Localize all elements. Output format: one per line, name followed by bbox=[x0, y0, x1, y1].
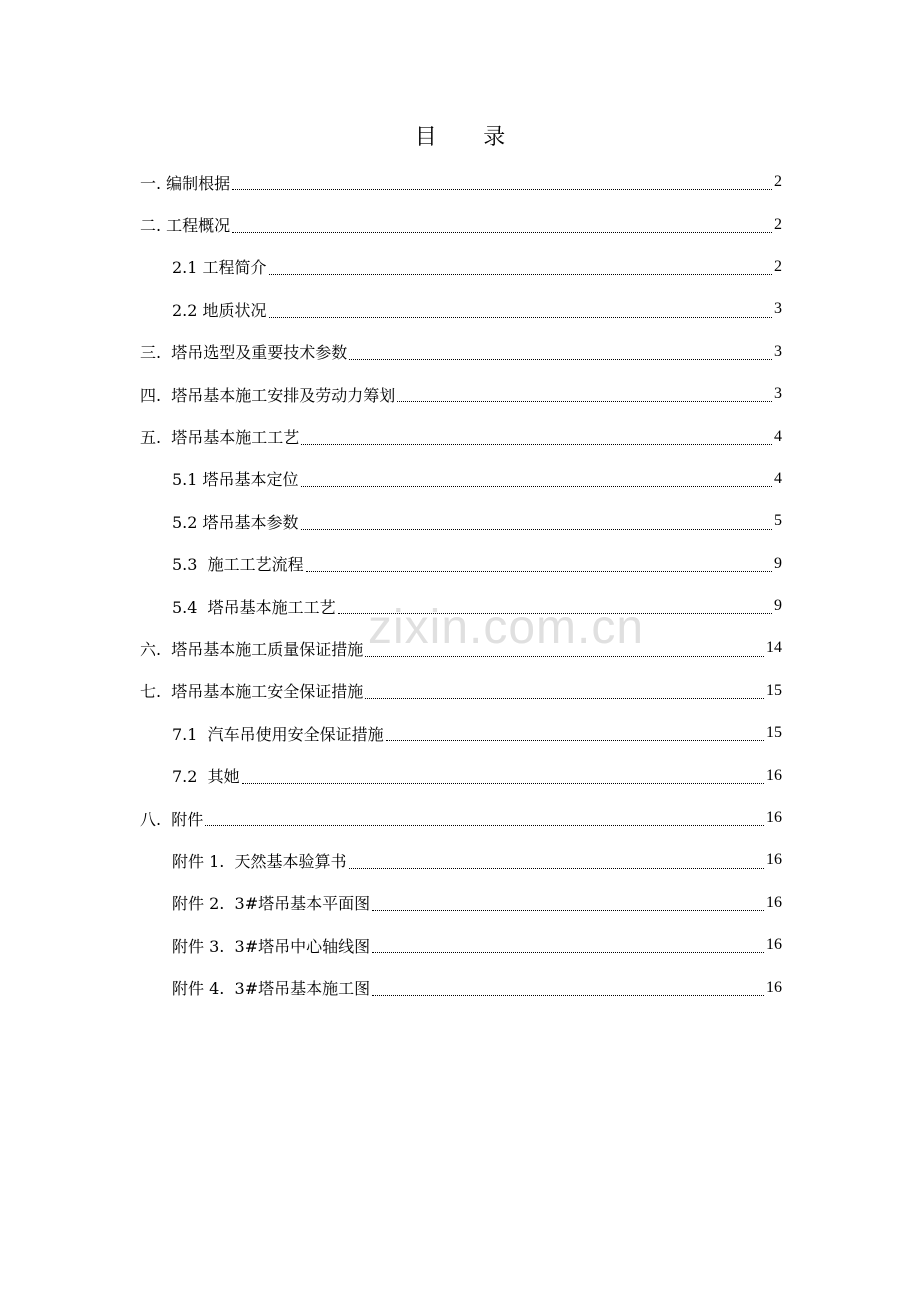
toc-entry-page-number: 15 bbox=[766, 724, 782, 742]
toc-entry[interactable] bbox=[140, 754, 782, 796]
toc-entry-page-number: 9 bbox=[774, 597, 782, 615]
toc-entry-label: 5.1 塔吊基本定位 bbox=[172, 470, 299, 490]
toc-entry[interactable] bbox=[140, 161, 782, 203]
toc-entry-label: 三. 塔吊选型及重要技术参数 bbox=[140, 343, 348, 363]
toc-entry-page-number: 2 bbox=[774, 215, 782, 233]
toc-entry[interactable] bbox=[140, 500, 782, 542]
toc-entry[interactable] bbox=[140, 288, 782, 330]
toc-entry-page-number: 16 bbox=[766, 893, 782, 911]
toc-dot-leader bbox=[269, 273, 772, 275]
toc-entry[interactable] bbox=[140, 543, 782, 585]
table-of-contents bbox=[140, 161, 782, 1009]
toc-entry-label: 5.2 塔吊基本参数 bbox=[172, 512, 299, 532]
toc-entry-label: 附件 4. 3#塔吊基本施工图 bbox=[172, 979, 371, 999]
toc-entry-label: 2.1 工程简介 bbox=[172, 258, 267, 278]
toc-entry-label: 7.1 汽车吊使用安全保证措施 bbox=[172, 724, 384, 744]
toc-entry[interactable] bbox=[140, 415, 782, 457]
toc-entry-page-number: 14 bbox=[766, 639, 782, 657]
toc-entry-page-number: 3 bbox=[774, 385, 782, 403]
toc-entry-label: 5.4 塔吊基本施工工艺 bbox=[172, 597, 336, 617]
toc-entry-page-number: 16 bbox=[766, 978, 782, 996]
toc-entry[interactable] bbox=[140, 670, 782, 712]
toc-dot-leader bbox=[386, 739, 764, 741]
toc-dot-leader bbox=[301, 485, 772, 487]
toc-dot-leader bbox=[242, 782, 764, 784]
toc-entry[interactable] bbox=[140, 203, 782, 245]
toc-entry-label: 附件 2. 3#塔吊基本平面图 bbox=[172, 894, 371, 914]
toc-dot-leader bbox=[301, 443, 772, 445]
toc-entry[interactable] bbox=[140, 966, 782, 1008]
toc-entry-label: 一. 编制根据 bbox=[140, 173, 231, 193]
toc-entry[interactable] bbox=[140, 246, 782, 288]
toc-entry[interactable] bbox=[140, 882, 782, 924]
toc-entry[interactable] bbox=[140, 373, 782, 415]
toc-dot-leader bbox=[397, 400, 772, 402]
toc-entry[interactable] bbox=[140, 924, 782, 966]
toc-entry[interactable] bbox=[140, 458, 782, 500]
toc-dot-leader bbox=[205, 824, 764, 826]
toc-dot-leader bbox=[306, 570, 772, 572]
toc-entry[interactable] bbox=[140, 839, 782, 881]
toc-dot-leader bbox=[372, 909, 764, 911]
toc-entry-page-number: 3 bbox=[774, 300, 782, 318]
toc-entry-label: 八. 附件 bbox=[140, 809, 204, 829]
toc-entry-page-number: 16 bbox=[766, 936, 782, 954]
toc-dot-leader bbox=[349, 867, 764, 869]
toc-entry-page-number: 15 bbox=[766, 681, 782, 699]
toc-entry-label: 五. 塔吊基本施工工艺 bbox=[140, 428, 300, 448]
toc-entry-label: 二. 工程概况 bbox=[140, 216, 231, 236]
toc-title: 目 录 bbox=[414, 125, 526, 150]
toc-entry[interactable] bbox=[140, 797, 782, 839]
toc-dot-leader bbox=[269, 316, 772, 318]
toc-entry-label: 七. 塔吊基本施工安全保证措施 bbox=[140, 682, 364, 702]
toc-entry-page-number: 16 bbox=[766, 851, 782, 869]
toc-entry-label: 附件 3. 3#塔吊中心轴线图 bbox=[172, 936, 371, 956]
watermark-text: zixin.com.cn bbox=[368, 601, 645, 654]
toc-entry-page-number: 16 bbox=[766, 809, 782, 827]
toc-entry-page-number: 16 bbox=[766, 766, 782, 784]
toc-entry-page-number: 4 bbox=[774, 427, 782, 445]
toc-entry-page-number: 2 bbox=[774, 257, 782, 275]
toc-dot-leader bbox=[232, 188, 772, 190]
toc-dot-leader bbox=[301, 528, 772, 530]
toc-entry[interactable] bbox=[140, 712, 782, 754]
toc-entry-label: 六. 塔吊基本施工质量保证措施 bbox=[140, 639, 364, 659]
toc-dot-leader bbox=[349, 358, 772, 360]
toc-dot-leader bbox=[365, 697, 764, 699]
toc-entry-page-number: 3 bbox=[774, 342, 782, 360]
toc-entry-label: 2.2 地质状况 bbox=[172, 300, 267, 320]
toc-dot-leader bbox=[372, 951, 764, 953]
toc-entry-page-number: 2 bbox=[774, 173, 782, 191]
toc-entry-page-number: 5 bbox=[774, 512, 782, 530]
toc-entry-label: 附件 1. 天然基本验算书 bbox=[172, 851, 347, 871]
toc-entry-page-number: 9 bbox=[774, 554, 782, 572]
toc-entry-label: 5.3 施工工艺流程 bbox=[172, 555, 304, 575]
toc-dot-leader bbox=[232, 231, 772, 233]
toc-entry[interactable] bbox=[140, 331, 782, 373]
toc-entry-page-number: 4 bbox=[774, 469, 782, 487]
toc-dot-leader bbox=[372, 994, 764, 996]
toc-entry-label: 7.2 其她 bbox=[172, 767, 240, 787]
toc-entry-label: 四. 塔吊基本施工安排及劳动力筹划 bbox=[140, 385, 396, 405]
